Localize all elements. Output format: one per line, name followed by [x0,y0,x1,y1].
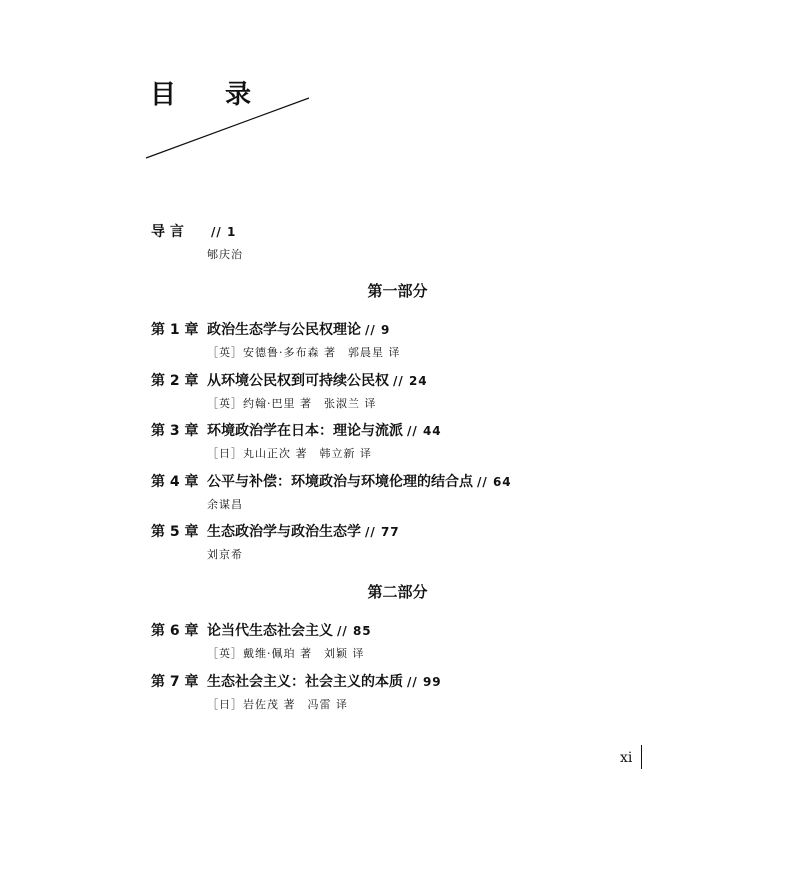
intro-page: // 1 [211,225,237,239]
chapter-number: 第 4 章 [151,474,199,490]
page-number: xi [620,750,633,766]
chapter-page: // 9 [365,323,391,337]
chapter-number: 第 7 章 [151,674,199,690]
chapter-2-credit: ［英］约翰·巴里 著 张淑兰 译 [207,397,377,410]
chapter-number: 第 5 章 [151,524,199,540]
chapter-page: // 77 [365,525,400,539]
chapter-number: 第 6 章 [151,623,199,639]
chapter-6-credit: ［英］戴维·佩珀 著 刘颖 译 [207,647,365,660]
chapter-3-credit: ［日］丸山正次 著 韩立新 译 [207,447,372,460]
page-title: 目 录 [150,80,272,110]
chapter-page: // 44 [407,424,442,438]
chapter-number: 第 3 章 [151,423,199,439]
chapter-1 [151,321,390,339]
chapter-title: 政治生态学与公民权理论 [207,322,361,338]
chapter-title: 公平与补偿：环境政治与环境伦理的结合点 [207,474,473,490]
chapter-title: 从环境公民权到可持续公民权 [207,373,389,389]
chapter-5-credit: 刘京希 [207,548,243,561]
chapter-page: // 24 [393,374,428,388]
chapter-page: // 64 [477,475,512,489]
chapter-3 [151,422,442,440]
chapter-5 [151,523,400,541]
chapter-title: 论当代生态社会主义 [207,623,333,639]
chapter-4 [151,473,512,491]
chapter-6 [151,622,372,640]
chapter-7 [151,673,442,691]
chapter-4-credit: 余谋昌 [207,498,243,511]
intro-author: 郇庆治 [207,248,243,261]
chapter-title: 环境政治学在日本：理论与流派 [207,423,403,439]
chapter-title: 生态政治学与政治生态学 [207,524,361,540]
chapter-1-credit: ［英］安德鲁·多布森 著 郭晨星 译 [207,346,401,359]
part-one-heading: 第一部分 [367,282,428,300]
part-two-heading: 第二部分 [367,583,428,601]
chapter-page: // 85 [337,624,372,638]
chapter-2 [151,372,428,390]
chapter-number: 第 1 章 [151,322,199,338]
chapter-number: 第 2 章 [151,373,199,389]
chapter-title: 生态社会主义：社会主义的本质 [207,674,403,690]
chapter-page: // 99 [407,675,442,689]
chapter-7-credit: ［日］岩佐茂 著 冯雷 译 [207,698,348,711]
folio-rule [641,745,642,769]
intro-label: 导 言 [151,224,184,240]
intro-entry [151,223,236,241]
